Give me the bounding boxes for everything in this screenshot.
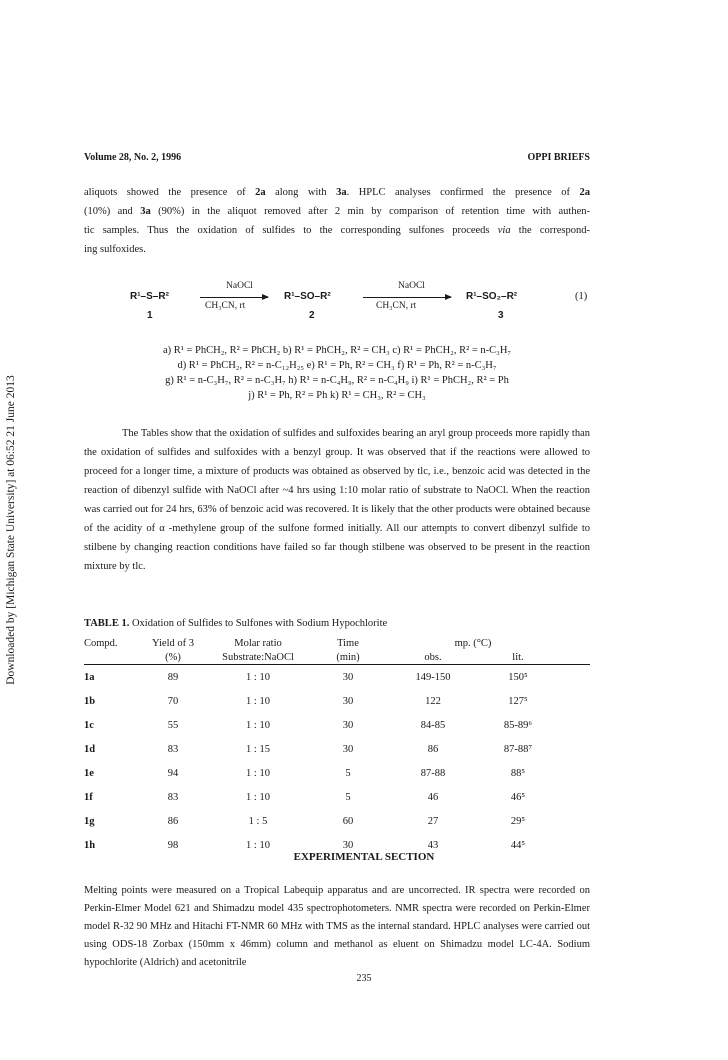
table-row <box>84 737 590 761</box>
cell-mp-obs: 84-85 <box>420 719 446 731</box>
table-row <box>84 809 590 833</box>
cell-yield: 55 <box>167 719 179 731</box>
cell-mp-obs: 87-88 <box>420 767 446 779</box>
conditions-label-1: CH₃CN, rt <box>205 301 246 311</box>
intro-text: aliquots showed the presence of <box>84 187 256 198</box>
table-title <box>84 618 387 629</box>
intro-text: . HPLC analyses confirmed the presence of <box>346 187 580 198</box>
intro-emphasis: 2a <box>255 187 266 198</box>
intro-text: along with <box>265 187 337 198</box>
cell-mp-obs: 149-150 <box>415 671 451 683</box>
cell-yield: 94 <box>167 767 179 779</box>
cell-mp-obs: 43 <box>427 839 439 851</box>
intro-line <box>84 183 590 202</box>
cell-yield: 83 <box>167 791 179 803</box>
table-row <box>84 785 590 809</box>
cell-compd: 1f <box>84 791 93 803</box>
col-subheader-obs: obs. <box>388 650 478 665</box>
cell-time: 30 <box>342 839 354 851</box>
cell-yield: 70 <box>167 695 179 707</box>
col-subheader-ratio: Substrate:NaOCl <box>208 650 308 665</box>
reaction-scheme <box>0 282 728 322</box>
compound-label-1: 1 <box>147 310 153 321</box>
running-header-left: Volume 28, No. 2, 1996 <box>84 152 182 163</box>
col-header-ratio: Molar ratio <box>234 637 282 649</box>
reagent-label-1: NaOCl <box>226 281 253 291</box>
intro-text: ing sulfoxides. <box>84 244 146 255</box>
col-subheader-time-unit: (min) <box>308 650 388 665</box>
intro-text: (10%) and <box>84 206 141 217</box>
cell-time: 30 <box>342 743 354 755</box>
compound-label-3: 3 <box>498 310 504 321</box>
cell-mp-lit: 85-89⁶ <box>503 719 533 731</box>
cell-time: 5 <box>345 767 351 779</box>
cell-mp-obs: 27 <box>427 815 439 827</box>
definition-line: d) R¹ = PhCH₂, R² = n-C₁₂H₂₅ e) R¹ = Ph, R² = CH₃ f) R¹ = Ph, R² = n-C₃H₇ <box>177 360 497 371</box>
col-header-yield: Yield of 3 <box>152 637 194 649</box>
product-formula: R¹–SO₂–R² <box>466 291 518 302</box>
discussion-text: The Tables show that the oxidation of sulfides and sulfoxides bearing an aryl group proceeds more rapidly than the oxidation of sulfides and sulfoxides with a benzyl group. It was observed that if the reactions were allowed to proceed for a longer time, a mixture of products was obtained as observed by tlc, i.e., benzoic acid was detected in the reaction of dibenzyl sulfide with NaOCl after ~4 hrs using 1:10 molar ratio of substrate to NaOCl. When the reaction was carried out for 24 hrs, 63% of benzoic acid was recovered. It is likely that the other products were obtained because of the acidity of α -methylene group of the sulfone formed initially. All our attempts to convert dibenzyl sulfide to stilbene by changing reaction conditions have failed so far though stilbene was observed to be present in the reaction mixture by tlc. <box>84 428 590 572</box>
table-row <box>84 761 590 785</box>
intro-emphasis: via <box>497 225 511 236</box>
cell-mp-lit: 44⁵ <box>510 839 526 851</box>
definition-line: j) R¹ = Ph, R² = Ph k) R¹ = CH₃, R² = CH₃ <box>248 390 426 401</box>
col-header-time: Time <box>337 637 359 649</box>
intro-emphasis: 2a <box>579 187 591 198</box>
compound-label-2: 2 <box>309 310 315 321</box>
intro-text: tic samples. Thus the oxidation of sulfides to the corresponding sulfones proceeds <box>84 225 498 236</box>
cell-compd: 1d <box>84 743 96 755</box>
cell-compd: 1e <box>84 767 94 779</box>
experimental-text: Melting points were measured on a Tropical Labequip apparatus and are uncorrected. IR spectra were recorded on Perkin-Elmer Model 621 and Shimadzu model 435 spectrophotometers. NMR spectra were recorded on Perkin-Elmer model R-32 90 MHz and Hitachi FT-NMR 60 MHz with TMS as the internal standard. HPLC analyses were carried out using ODS-18 Zorbax (150mm x 46mm) column and methanol as eluent on Shimadzu model LC-4A. Sodium hypochlorite (Aldrich) and acetonitrile <box>84 885 590 968</box>
reaction-arrow-1 <box>200 297 268 298</box>
cell-mp-lit: 127⁵ <box>508 695 528 707</box>
substituent-definitions <box>84 344 590 404</box>
cell-mp-obs: 122 <box>425 695 441 707</box>
cell-ratio: 1 : 15 <box>246 743 270 755</box>
cell-yield: 98 <box>167 839 179 851</box>
cell-ratio: 1 : 10 <box>246 791 270 803</box>
cell-mp-lit: 29⁵ <box>510 815 526 827</box>
cell-time: 60 <box>342 815 354 827</box>
running-header-right: OPPI BRIEFS <box>527 152 590 163</box>
cell-yield: 89 <box>167 671 179 683</box>
col-subheader-yield-unit: (%) <box>138 650 208 665</box>
intro-emphasis: 3a <box>140 206 151 217</box>
page-number: 235 <box>356 973 372 984</box>
cell-compd: 1c <box>84 719 94 731</box>
intermediate-formula: R¹–SO–R² <box>284 291 331 302</box>
cell-mp-lit: 150⁵ <box>508 671 528 683</box>
col-subheader-lit: lit. <box>478 650 558 665</box>
cell-compd: 1a <box>84 671 95 683</box>
cell-mp-lit: 87-88⁷ <box>503 743 533 755</box>
col-header-mp: mp. (°C) <box>454 637 492 649</box>
cell-compd: 1h <box>84 839 96 851</box>
cell-ratio: 1 : 10 <box>246 767 270 779</box>
intro-paragraph <box>84 183 590 259</box>
col-header-compd: Compd. <box>84 637 118 649</box>
col-subheader-blank <box>84 650 138 665</box>
table-row <box>84 665 590 690</box>
intro-line <box>84 202 590 221</box>
cell-time: 30 <box>342 695 354 707</box>
intro-text: the correspond- <box>510 225 591 236</box>
table-row <box>84 713 590 737</box>
definition-line: a) R¹ = PhCH₂, R² = PhCH₂ b) R¹ = PhCH₂, R² = CH₃ c) R¹ = PhCH₂, R² = n-C₃H₇ <box>162 345 512 356</box>
cell-ratio: 1 : 10 <box>246 839 270 851</box>
intro-line <box>84 240 590 259</box>
cell-mp-obs: 86 <box>427 743 439 755</box>
cell-time: 5 <box>345 791 351 803</box>
reactant-formula: R¹–S–R² <box>130 291 169 302</box>
cell-ratio: 1 : 10 <box>246 671 270 683</box>
cell-mp-lit: 88⁵ <box>510 767 526 779</box>
definition-line: g) R¹ = n-C₃H₇, R² = n-C₃H₇ h) R¹ = n-C₄H₉, R² = n-C₄H₉ i) R¹ = PhCH₂, R² = Ph <box>165 375 509 386</box>
cell-time: 30 <box>342 719 354 731</box>
reagent-label-2: NaOCl <box>398 281 425 291</box>
table-row <box>84 689 590 713</box>
cell-compd: 1g <box>84 815 95 827</box>
cell-mp-obs: 46 <box>427 791 439 803</box>
table-title-text: Oxidation of Sulfides to Sulfones with Sodium Hypochlorite <box>129 618 388 629</box>
table-title-label: TABLE 1. <box>84 618 130 629</box>
cell-yield: 86 <box>167 815 179 827</box>
experimental-heading: EXPERIMENTAL SECTION <box>293 851 435 863</box>
intro-emphasis: 3a <box>336 187 347 198</box>
cell-yield: 83 <box>167 743 179 755</box>
cell-ratio: 1 : 10 <box>246 695 270 707</box>
cell-ratio: 1 : 10 <box>246 719 270 731</box>
intro-text: (90%) in the aliquot removed after 2 min by comparison of retention time with authen- <box>150 206 590 217</box>
discussion-paragraph <box>84 424 590 576</box>
intro-line <box>84 221 590 240</box>
download-watermark <box>2 345 20 715</box>
cell-mp-lit: 46⁵ <box>510 791 526 803</box>
experimental-paragraph <box>84 882 590 972</box>
cell-compd: 1b <box>84 695 96 707</box>
results-table <box>84 636 590 857</box>
conditions-label-2: CH₃CN, rt <box>376 301 417 311</box>
equation-number: (1) <box>575 291 588 302</box>
cell-ratio: 1 : 5 <box>248 815 268 827</box>
cell-time: 30 <box>342 671 354 683</box>
reaction-arrow-2 <box>363 297 451 298</box>
download-watermark-text: Downloaded by [Michigan State University] at 06:52 21 June 2013 <box>5 375 17 685</box>
